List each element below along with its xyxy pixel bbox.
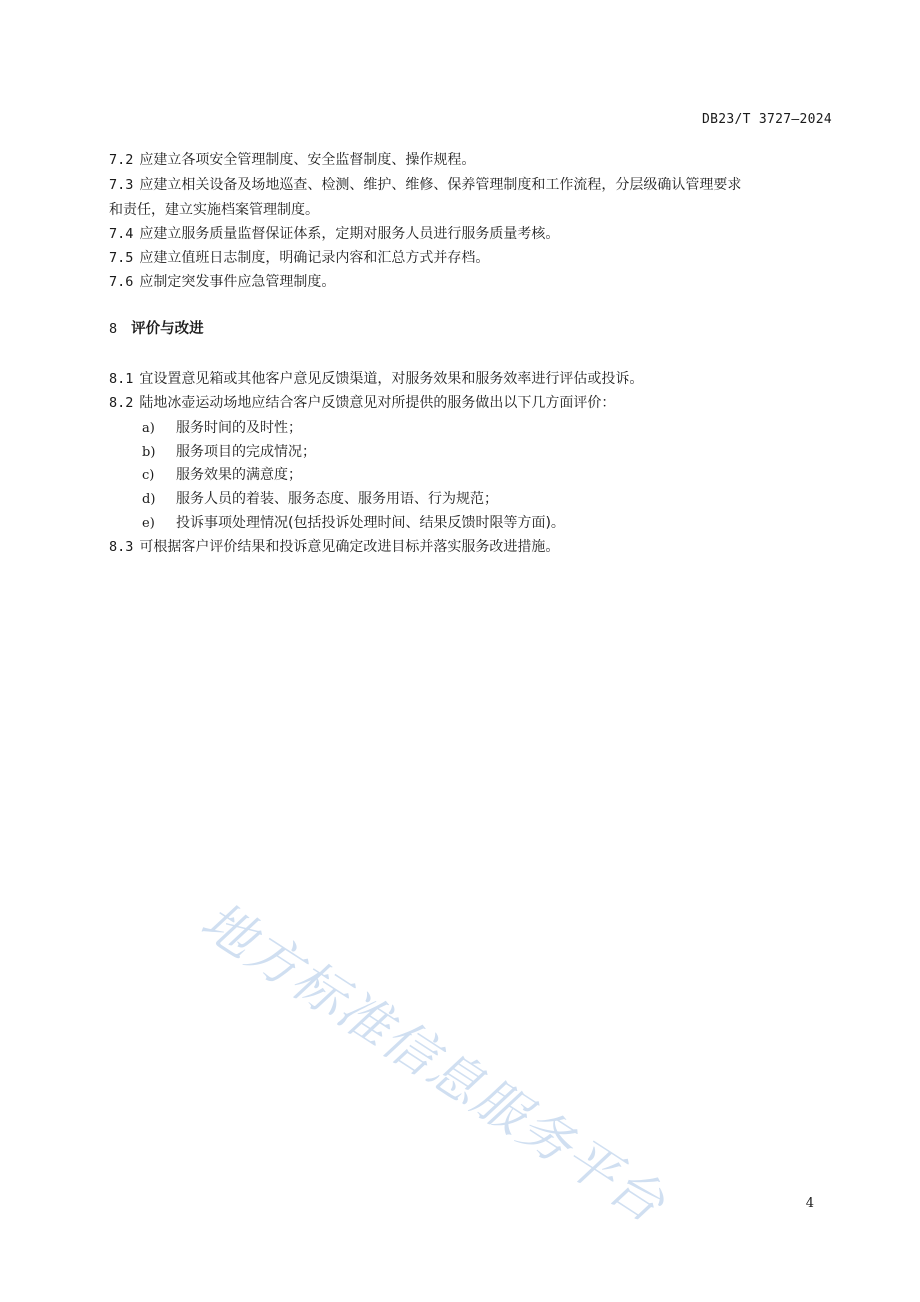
clause-number: 7.2 [109, 152, 134, 168]
list-item [142, 511, 565, 536]
clause-text: 应制定突发事件应急管理制度。 [139, 274, 336, 290]
list-marker: d) [142, 492, 156, 507]
list-text: 服务时间的及时性； [176, 420, 302, 436]
list-marker: a) [142, 421, 155, 436]
list-marker: c) [142, 468, 155, 483]
clause-8-3 [109, 535, 839, 560]
clause-text: 宜设置意见箱或其他客户意见反馈渠道，对服务效果和服务效率进行评估或投诉。 [139, 371, 644, 387]
clause-number: 7.3 [109, 177, 134, 193]
clause-number: 8.2 [109, 395, 134, 411]
clause-7-2 [109, 148, 839, 173]
clause-number: 7.6 [109, 274, 134, 290]
section-heading [109, 317, 204, 342]
clause-7-6 [109, 270, 839, 295]
clause-8-2 [109, 391, 839, 416]
list-item [142, 463, 302, 488]
section-title: 评价与改进 [131, 321, 204, 337]
list-marker: b) [142, 445, 156, 460]
clause-number: 8.1 [109, 371, 134, 387]
clause-7-3 [109, 173, 839, 198]
list-item [142, 487, 498, 512]
clause-text: 应建立相关设备及场地巡查、检测、维护、维修、保养管理制度和工作流程，分层级确认管理要求 [139, 177, 742, 193]
page-number: 4 [805, 1196, 814, 1211]
clause-text: 可根据客户评价结果和投诉意见确定改进目标并落实服务改进措施。 [139, 539, 560, 555]
clause-text: 应建立各项安全管理制度、安全监督制度、操作规程。 [139, 152, 476, 168]
clause-number: 7.4 [109, 226, 134, 242]
list-item [142, 416, 302, 441]
clause-text: 陆地冰壶运动场地应结合客户反馈意见对所提供的服务做出以下几方面评价： [139, 395, 616, 411]
standard-code: DB23/T 3727—2024 [701, 112, 832, 127]
section-number: 8 [109, 321, 118, 337]
clause-number: 7.5 [109, 250, 134, 266]
list-text: 投诉事项处理情况(包括投诉处理时间、结果反馈时限等方面)。 [176, 515, 565, 531]
clause-7-3-continuation: 和责任，建立实施档案管理制度。 [109, 202, 319, 218]
list-item [142, 440, 316, 465]
clause-text: 应建立值班日志制度，明确记录内容和汇总方式并存档。 [139, 250, 490, 266]
clause-7-4 [109, 222, 839, 247]
clause-number: 8.3 [109, 539, 134, 555]
list-marker: e) [142, 516, 155, 531]
list-text: 服务效果的满意度； [176, 467, 302, 483]
list-text: 服务人员的着装、服务态度、服务用语、行为规范； [176, 491, 498, 507]
watermark: 地方标准信息服务平台 [190, 890, 676, 1236]
list-text: 服务项目的完成情况； [176, 444, 316, 460]
clause-7-5 [109, 246, 839, 271]
clause-8-1 [109, 367, 839, 392]
clause-text: 应建立服务质量监督保证体系，定期对服务人员进行服务质量考核。 [139, 226, 560, 242]
